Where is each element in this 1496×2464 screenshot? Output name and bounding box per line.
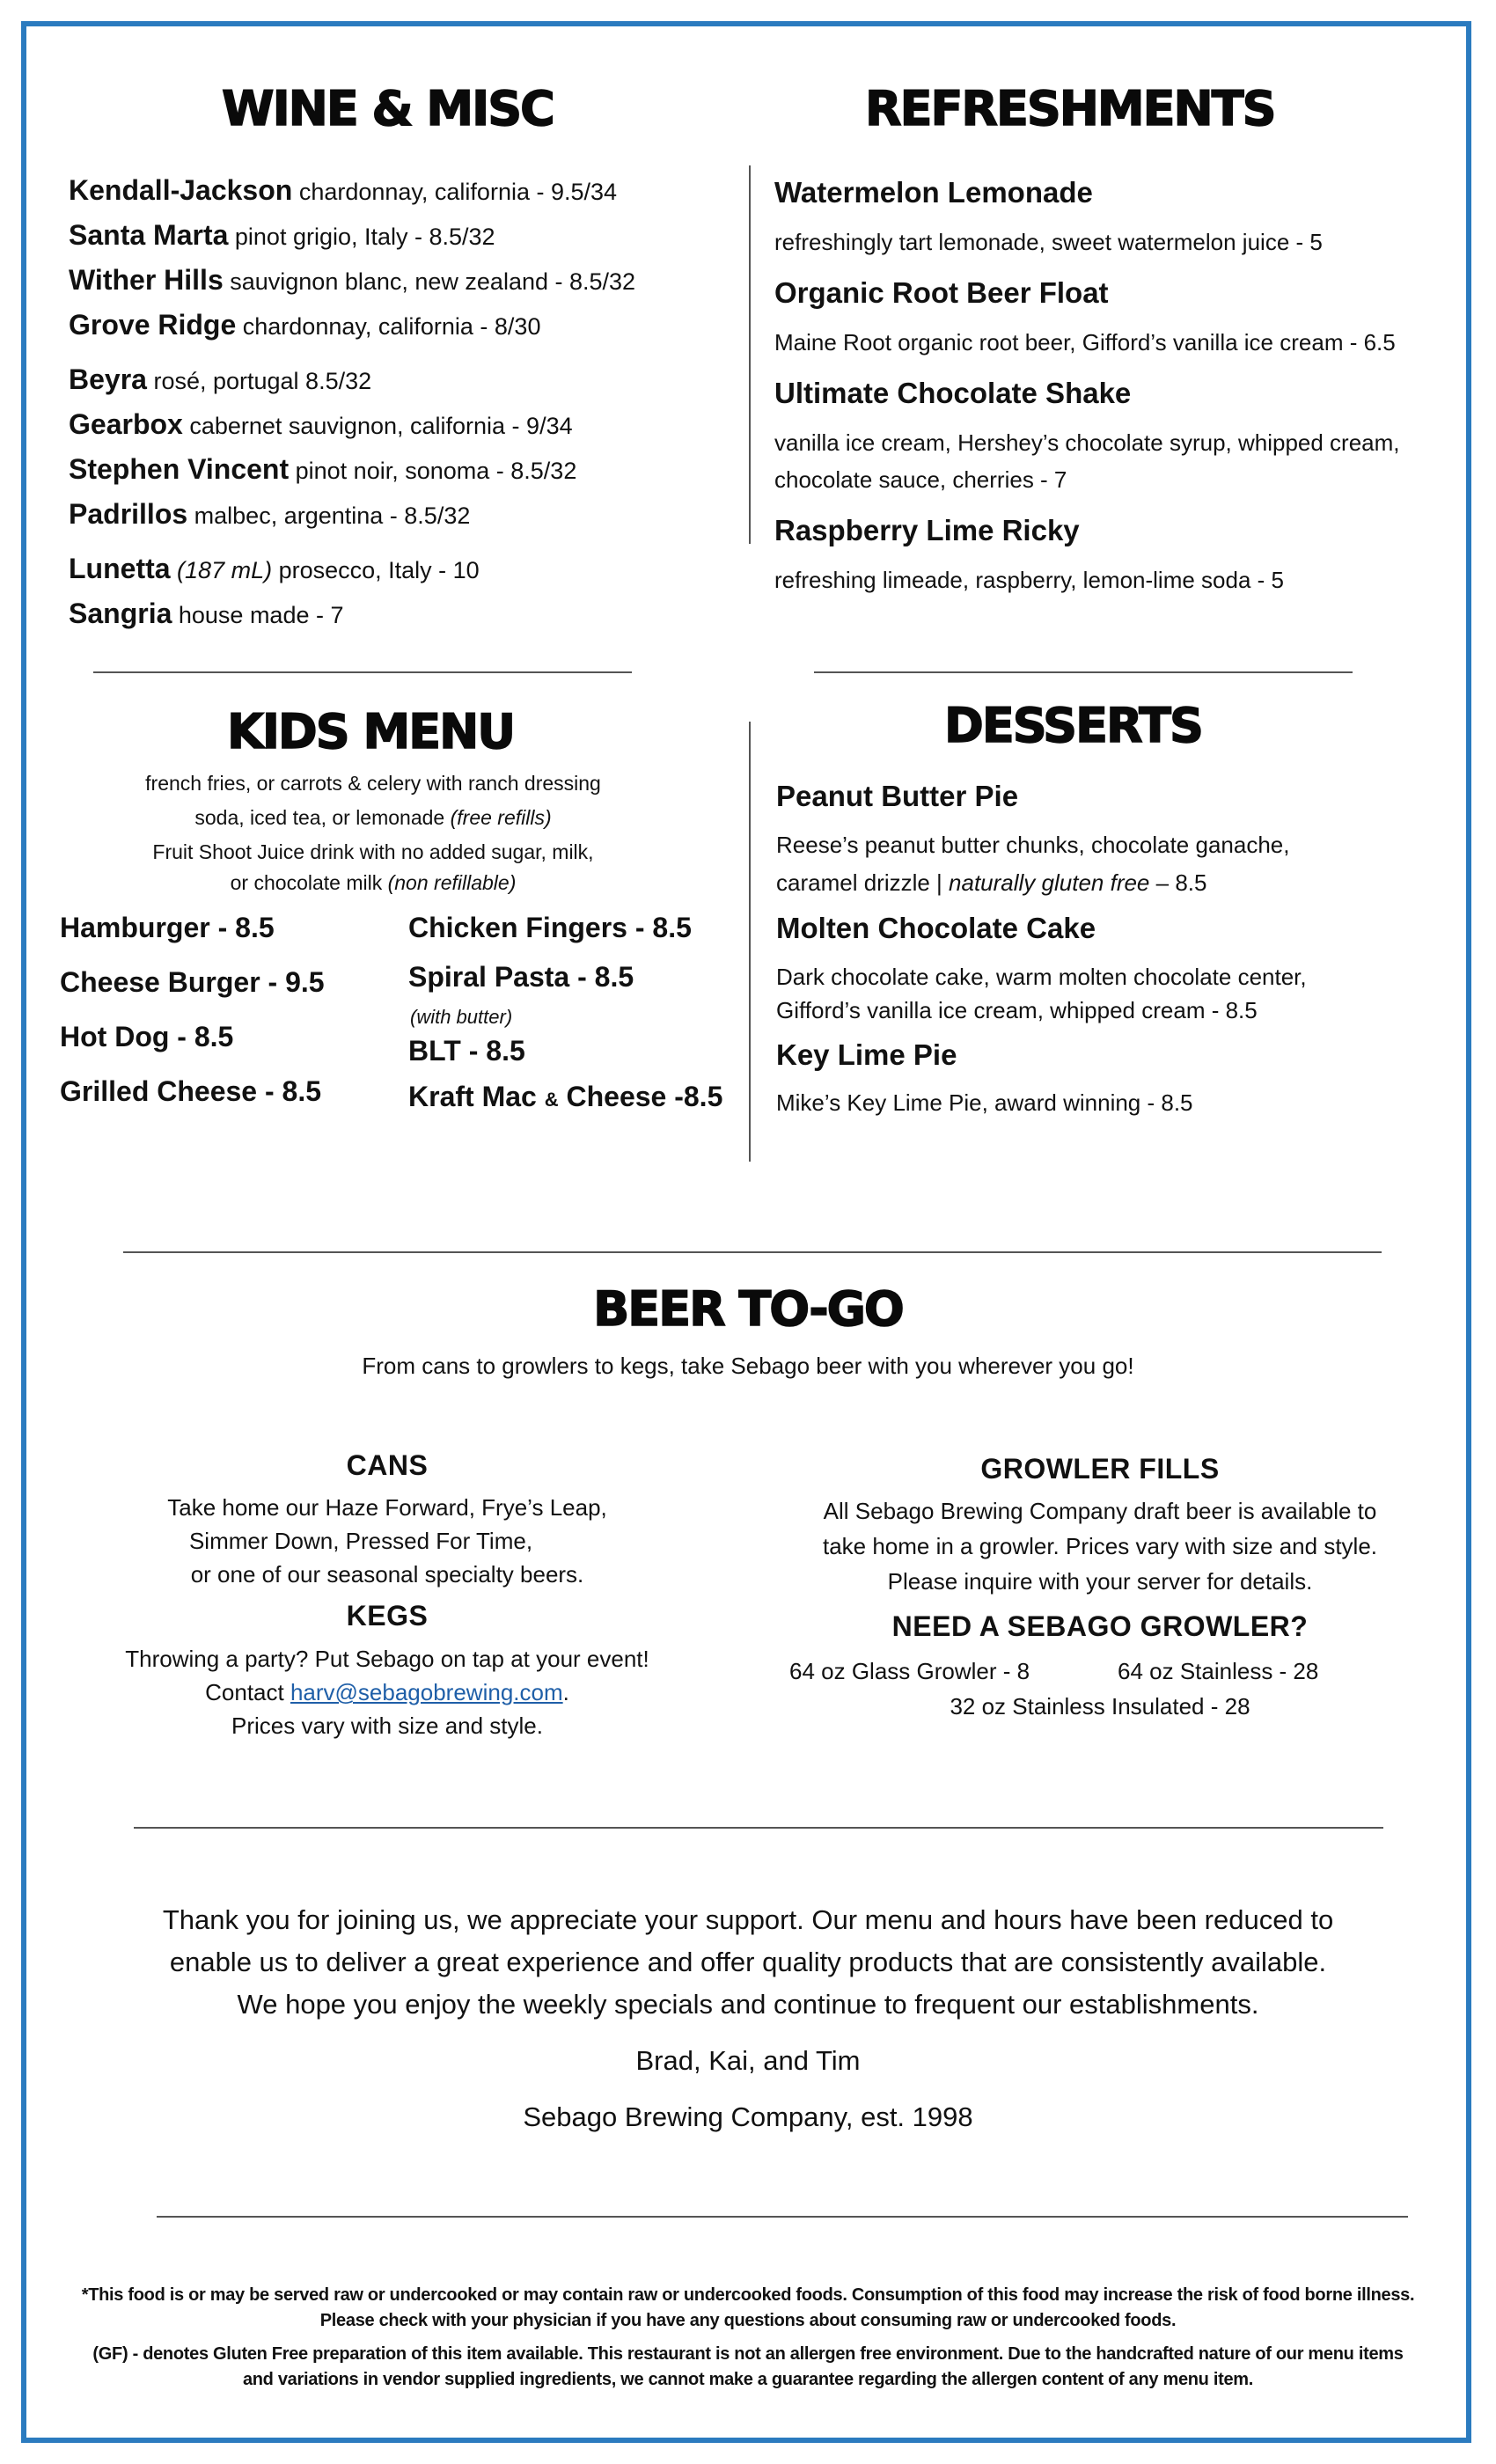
dessert-name: Peanut Butter Pie	[776, 780, 1019, 812]
wine-item: Lunetta (187 mL) prosecco, Italy - 10	[69, 553, 480, 584]
refreshment-desc: refreshingly tart lemonade, sweet watermelon juice - 5	[774, 229, 1323, 255]
kids-item-note: (with butter)	[410, 1006, 513, 1028]
kids-info: or chocolate milk (non refillable)	[230, 871, 517, 894]
kegs-email-link[interactable]: harv@sebagobrewing.com	[290, 1679, 563, 1705]
wine-title: WINE & MISC	[222, 81, 554, 136]
kegs-text: Prices vary with size and style.	[231, 1712, 543, 1739]
thanks-text: We hope you enjoy the weekly specials and continue to frequent our establishments.	[237, 1989, 1259, 2020]
wine-item: Gearbox cabernet sauvignon, california - 9/34	[69, 408, 573, 440]
kids-item: Hamburger - 8.5	[60, 912, 275, 943]
beer-subtitle: From cans to growlers to kegs, take Sebago beer with you wherever you go!	[362, 1353, 1134, 1379]
kegs-title: KEGS	[346, 1600, 429, 1632]
footer-disclaimer: *This food is or may be served raw or undercooked or may contain raw or undercooked foods. Consumption of this food may increase the risk of food borne illness.	[81, 2285, 1415, 2305]
dessert-name: Molten Chocolate Cake	[776, 912, 1096, 944]
divider-wine	[93, 671, 632, 673]
refreshment-name: Watermelon Lemonade	[774, 176, 1093, 209]
dessert-desc: caramel drizzle | naturally gluten free – 8.5	[776, 869, 1207, 896]
refreshment-desc: vanilla ice cream, Hershey’s chocolate syrup, whipped cream,	[774, 429, 1400, 456]
thanks-text: enable us to deliver a great experience and offer quality products that are consistently available.	[169, 1947, 1327, 1977]
refreshment-desc: refreshing limeade, raspberry, lemon-lime soda - 5	[774, 567, 1284, 593]
dessert-desc: Mike’s Key Lime Pie, award winning - 8.5	[776, 1089, 1193, 1116]
growler-text: take home in a growler. Prices vary with size and style.	[822, 1533, 1378, 1559]
growler-price: 32 oz Stainless Insulated - 28	[950, 1693, 1250, 1720]
wine-item: Santa Marta pinot grigio, Italy - 8.5/32	[69, 219, 495, 251]
refreshment-desc: chocolate sauce, cherries - 7	[774, 466, 1067, 493]
wine-item: Padrillos malbec, argentina - 8.5/32	[69, 498, 471, 530]
beer-title: BEER TO-GO	[593, 1281, 903, 1337]
kids-item: Spiral Pasta - 8.5	[408, 961, 634, 993]
refreshments-title: REFRESHMENTS	[865, 81, 1275, 136]
kids-item: Kraft Mac & Cheese -8.5	[408, 1081, 723, 1112]
growler-price: 64 oz Stainless - 28	[1118, 1658, 1319, 1684]
footer-allergen: and variations in vendor supplied ingredients, we cannot make a guarantee regarding the allergen content of any menu item.	[242, 2370, 1254, 2389]
refreshment-name: Ultimate Chocolate Shake	[774, 377, 1132, 409]
footer-allergen: (GF) - denotes Gluten Free preparation of this item available. This restaurant is not an allergen free environment. Due to the handcrafted nature of our menu items	[92, 2344, 1404, 2364]
footer-disclaimer: Please check with your physician if you have any questions about consuming raw or undercooked foods.	[319, 2311, 1177, 2330]
thanks-text: Thank you for joining us, we appreciate your support. Our menu and hours have been reduced to	[162, 1904, 1334, 1935]
column-divider-top	[749, 165, 751, 544]
kids-item: Grilled Cheese - 8.5	[60, 1075, 322, 1107]
divider-refreshments	[814, 671, 1353, 673]
dessert-desc: Dark chocolate cake, warm molten chocolate center,	[776, 964, 1307, 990]
kids-info: soda, iced tea, or lemonade (free refills)	[194, 806, 552, 829]
wine-item: Stephen Vincent pinot noir, sonoma - 8.5/32	[69, 453, 577, 485]
wine-item: Kendall-Jackson chardonnay, california - 9.5/34	[69, 174, 618, 206]
dessert-name: Key Lime Pie	[776, 1038, 957, 1071]
company-name: Sebago Brewing Company, est. 1998	[523, 2101, 973, 2132]
wine-item: Sangria house made - 7	[69, 598, 344, 629]
growler-title: GROWLER FILLS	[980, 1453, 1220, 1485]
refreshment-desc: Maine Root organic root beer, Gifford’s vanilla ice cream - 6.5	[774, 329, 1396, 356]
cans-text: or one of our seasonal specialty beers.	[190, 1561, 584, 1588]
wine-item: Wither Hills sauvignon blanc, new zealand - 8.5/32	[69, 264, 636, 296]
divider-beer	[123, 1251, 1382, 1253]
kegs-contact: Contact harv@sebagobrewing.com.	[205, 1679, 569, 1705]
dessert-desc: Gifford’s vanilla ice cream, whipped cream - 8.5	[776, 997, 1258, 1023]
kids-info: french fries, or carrots & celery with ranch dressing	[145, 772, 601, 795]
divider-footer	[157, 2216, 1408, 2218]
cans-title: CANS	[346, 1449, 429, 1481]
wine-item: Beyra rosé, portugal 8.5/32	[69, 363, 372, 395]
need-growler-title: NEED A SEBAGO GROWLER?	[891, 1610, 1309, 1642]
kids-item: Cheese Burger - 9.5	[60, 966, 325, 998]
dessert-desc: Reese’s peanut butter chunks, chocolate ganache,	[776, 832, 1290, 858]
refreshment-name: Raspberry Lime Ricky	[774, 514, 1080, 546]
cans-text: Take home our Haze Forward, Frye’s Leap,	[167, 1494, 607, 1521]
growler-price: 64 oz Glass Growler - 8	[789, 1658, 1030, 1684]
refreshment-name: Organic Root Beer Float	[774, 276, 1109, 309]
kegs-text: Throwing a party? Put Sebago on tap at your event!	[125, 1646, 649, 1672]
cans-text: Simmer Down, Pressed For Time,	[188, 1528, 533, 1554]
growler-text: All Sebago Brewing Company draft beer is available to	[823, 1498, 1377, 1524]
desserts-title: DESSERTS	[944, 698, 1202, 753]
kids-item: Chicken Fingers - 8.5	[408, 912, 692, 943]
kids-info: Fruit Shoot Juice drink with no added sugar, milk,	[152, 840, 594, 863]
kids-item: BLT - 8.5	[408, 1035, 525, 1067]
wine-item: Grove Ridge chardonnay, california - 8/30	[69, 309, 541, 341]
kids-item: Hot Dog - 8.5	[60, 1021, 234, 1052]
column-divider-bottom	[749, 722, 751, 1162]
signature: Brad, Kai, and Tim	[635, 2045, 861, 2076]
growler-text: Please inquire with your server for details.	[887, 1568, 1313, 1595]
kids-title: KIDS MENU	[227, 704, 515, 759]
divider-thanks	[134, 1827, 1383, 1829]
